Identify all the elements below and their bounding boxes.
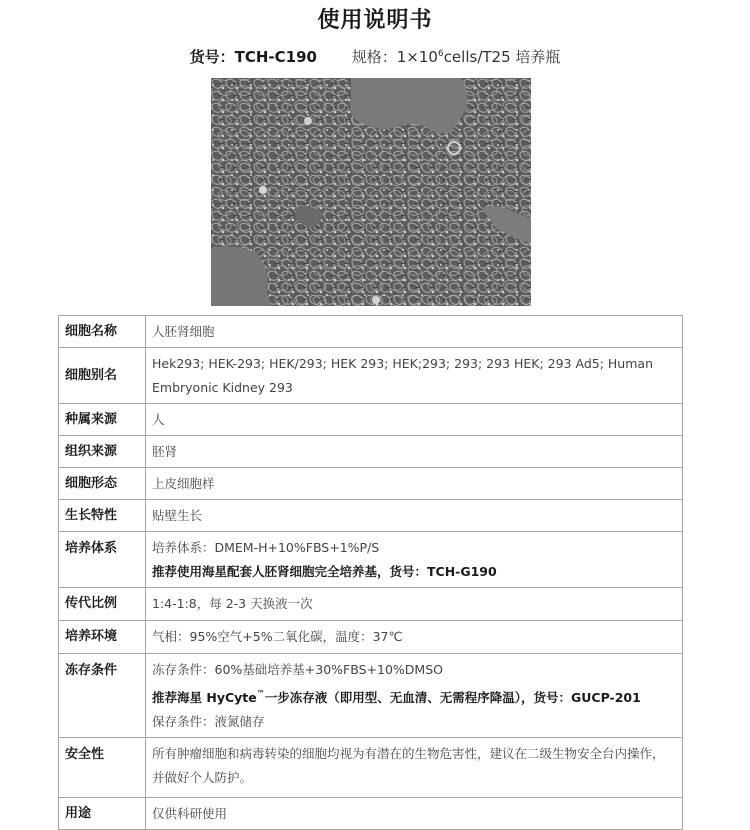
row-value: 人胚肾细胞 [146, 316, 683, 348]
row-label: 生长特性 [59, 500, 146, 532]
row-label: 培养环境 [59, 621, 146, 654]
table-row [59, 500, 683, 532]
table-row [59, 532, 683, 588]
table-row [59, 348, 683, 404]
specification: 规格：$1\times 10^6cells/T25$ 培养瓶 [351, 48, 561, 66]
table-row [59, 316, 683, 348]
catalog-number: 货号：TCH-C190 [189, 48, 317, 66]
row-value: 上皮细胞样 [146, 468, 683, 500]
row-label: 种属来源 [59, 404, 146, 436]
table-row [59, 798, 683, 830]
table-row [59, 468, 683, 500]
culture-medium-line: 培养体系：DMEM-H+10%FBS+1%P/S [152, 540, 380, 555]
row-value: 仅供科研使用 [146, 798, 683, 830]
row-value: 胚肾 [146, 436, 683, 468]
row-value [146, 654, 683, 738]
table-row [59, 436, 683, 468]
row-value [146, 532, 683, 588]
row-value: Hek293; HEK-293; HEK/293; HEK 293; HEK;293; 293; 293 HEK; 293 Ad5; Human Embryonic Kidney 293 [146, 348, 683, 404]
cell-info-table [58, 315, 683, 830]
product-header [0, 46, 750, 67]
row-label: 细胞别名 [59, 348, 146, 404]
row-value: 人 [146, 404, 683, 436]
row-value: 1:4-1:8，每 2-3 天换液一次 [146, 588, 683, 621]
table-row [59, 588, 683, 621]
storage-line: 保存条件：液氮储存 [152, 714, 265, 729]
row-value: 所有肿瘤细胞和病毒转染的细胞均视为有潜在的生物危害性，建议在二级生物安全台内操作，并做好个人防护。 [146, 738, 683, 798]
table-row [59, 738, 683, 798]
row-value: 贴壁生长 [146, 500, 683, 532]
row-label: 培养体系 [59, 532, 146, 588]
recommended-freezing-line: 推荐海星 HyCyte™一步冻存液（即用型、无血清、无需程序降温），货号：GUCP-201 [152, 689, 641, 705]
row-value: 气相：95%空气+5%二氧化碳，温度：37℃ [146, 621, 683, 654]
document-title: 使用说明书 [317, 8, 433, 33]
cell-micrograph-image [211, 78, 531, 306]
row-label: 细胞名称 [59, 316, 146, 348]
row-label: 细胞形态 [59, 468, 146, 500]
table-row [59, 404, 683, 436]
freezing-medium-line: 冻存条件：60%基础培养基+30%FBS+10%DMSO [152, 662, 443, 677]
table-row [59, 654, 683, 738]
row-label: 组织来源 [59, 436, 146, 468]
table-row [59, 621, 683, 654]
row-label: 用途 [59, 798, 146, 830]
row-label: 安全性 [59, 738, 146, 798]
row-label: 冻存条件 [59, 654, 146, 738]
row-label: 传代比例 [59, 588, 146, 621]
recommended-medium-line: 推荐使用海星配套人胚肾细胞完全培养基，货号：TCH-G190 [152, 564, 497, 579]
